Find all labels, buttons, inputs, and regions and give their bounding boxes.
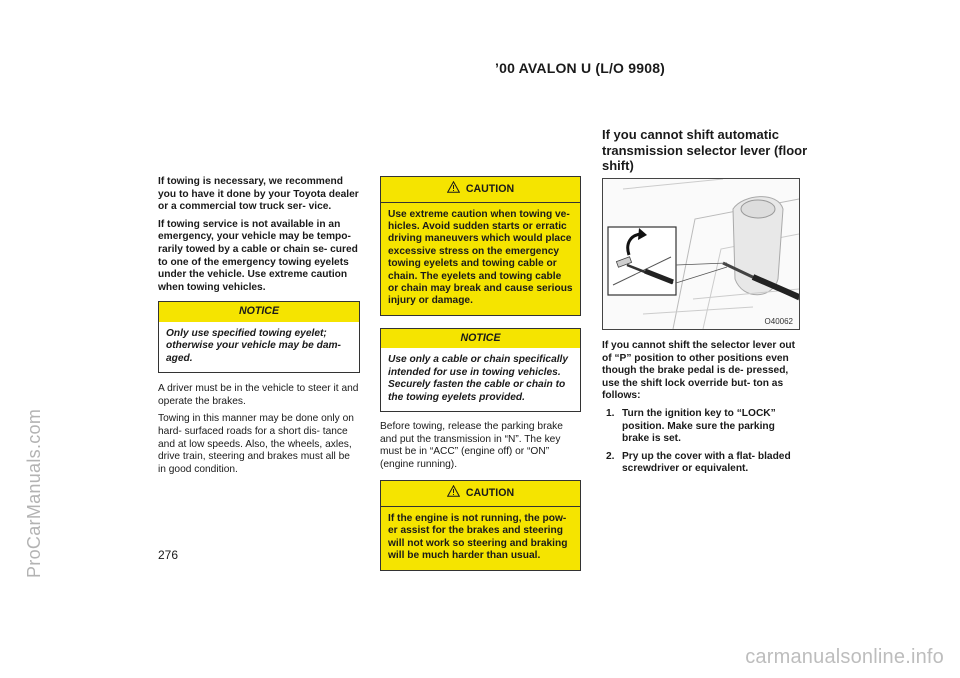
- list-item: [602, 451, 802, 476]
- left-para-3: A driver must be in the vehicle to steer it and operate the brakes.: [158, 383, 359, 407]
- middle-column: [380, 176, 581, 571]
- step-text: Pry up the cover with a flat- bladed screwdriver or equivalent.: [622, 450, 791, 475]
- left-para-2: If towing service is not available in an emergency, your vehicle may be tempo- rarily towed by a cable or chain se- cured to one of the emergency towing eyelets under the vehicle. Use extreme caution when towing vehicles.: [158, 218, 358, 293]
- notice-box-left: [158, 301, 360, 373]
- step-number: 2.: [606, 450, 615, 462]
- notice-label: NOTICE: [159, 302, 359, 322]
- caution-text: Use extreme caution when towing ve- hicles. Avoid sudden starts or erratic driving maneuvers which would place excessive stress on the emergency towing eyelets and towing cable or chain. The eyelets and towing cable or chain may break and cause serious injury or damage.: [388, 208, 573, 307]
- warning-triangle-icon: [447, 181, 460, 197]
- middle-para-1: Before towing, release the parking brake and put the transmission in “N”. The key must be in “ACC” (engine off) or “ON” (engine running).: [380, 421, 563, 470]
- side-watermark: ProCarManuals.com: [24, 408, 44, 578]
- notice-text: Use only a cable or chain specifically intended for use in towing vehicles. Securely fasten the cable or chain to the towing eyelets provided.: [388, 354, 569, 403]
- caution-header: [381, 177, 580, 203]
- notice-text: Only use specified towing eyelet; otherwise your vehicle may be dam- aged.: [166, 327, 341, 364]
- bottom-watermark: carmanualsonline.info: [745, 646, 944, 668]
- caution-label: CAUTION: [465, 182, 515, 195]
- left-para-1: If towing is necessary, we recommend you to have it done by your Toyota dealer or a commercial tow truck ser- vice.: [158, 176, 359, 213]
- warning-triangle-icon: [447, 485, 460, 501]
- step-text: Turn the ignition key to “LOCK” position. Make sure the parking brake is set.: [622, 407, 776, 445]
- notice-label: NOTICE: [381, 329, 580, 349]
- step-number: 1.: [606, 407, 615, 419]
- notice-box-middle: [380, 328, 581, 412]
- caution-label: CAUTION: [465, 486, 515, 499]
- section-title: If you cannot shift automatic transmission selector lever (floor shift): [602, 127, 808, 173]
- caution-box-1: [380, 176, 581, 316]
- caution-text: If the engine is not running, the pow- er assist for the brakes and steering will not work so steering and braking will be much harder than usual.: [388, 513, 568, 562]
- shift-lock-figure: [602, 178, 800, 330]
- caution-header: [381, 481, 580, 507]
- caution-box-2: [380, 480, 581, 570]
- steps-list: [602, 408, 802, 476]
- left-column: [158, 176, 360, 481]
- left-para-4: Towing in this manner may be done only on hard- surfaced roads for a short dis- tance and at low speeds. Also, the wheels, axles, drive train, steering and brakes must all be in good condition.: [158, 413, 354, 475]
- page-number: 276: [158, 548, 179, 562]
- right-para-1: If you cannot shift the selector lever out of “P” position to other positions even though the brake pedal is de- pressed, use the shift lock override but- ton as follows:: [602, 340, 796, 402]
- list-item: [602, 408, 802, 446]
- shift-lever-illustration: [603, 179, 799, 329]
- page-header-title: ’00 AVALON U (L/O 9908): [495, 60, 666, 76]
- figure-code: O40062: [764, 317, 793, 326]
- right-column: [602, 340, 802, 481]
